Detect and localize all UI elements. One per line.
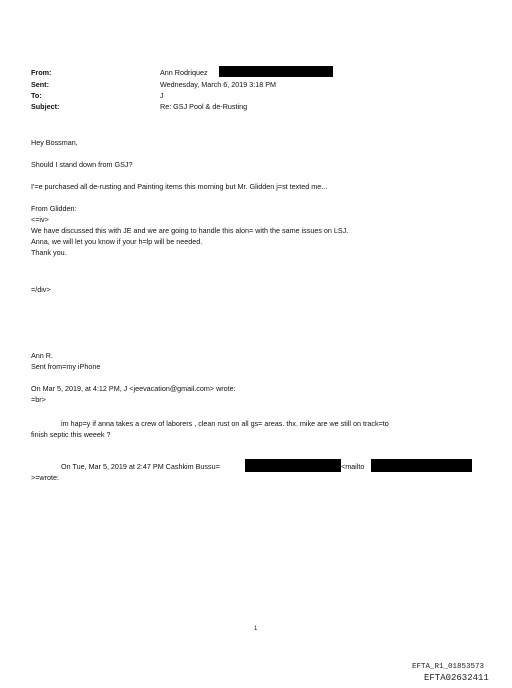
footer-id-1: EFTA_R1_01853573 — [412, 663, 485, 671]
sent-label: Sent: — [31, 80, 49, 89]
div-close-marker: =/div> — [31, 285, 51, 294]
glidden-line-3: Thank you. — [31, 248, 67, 257]
sent-value: Wednesday, March 6, 2019 3:18 PM — [160, 80, 276, 89]
quoted-header-1: On Mar 5, 2019, at 4:12 PM, J <jeevacation@gmail.com> wrote: — [31, 384, 236, 393]
div-open-marker: <=iv> — [31, 215, 49, 224]
body-line-2: I'=e purchased all de-rusting and Painting items this morning but Mr. Glidden j=st texted me... — [31, 182, 328, 191]
signature-name: Ann R. — [31, 351, 53, 360]
from-glidden: From Glidden: — [31, 204, 77, 213]
page-number: 1 — [254, 626, 258, 632]
from-email-redaction — [219, 66, 333, 77]
to-value: J — [160, 91, 164, 100]
br-marker: =br> — [31, 395, 46, 404]
glidden-line-2: Anna, we will let you know if your h=lp will be needed. — [31, 237, 203, 246]
greeting: Hey Bossman, — [31, 138, 78, 147]
from-label: From: — [31, 68, 52, 77]
subject-label: Subject: — [31, 102, 60, 111]
sender-name-redaction — [245, 459, 341, 472]
subject-value: Re: GSJ Pool & de-Rusting — [160, 102, 248, 111]
wrote-text: >=wrote: — [31, 473, 59, 482]
quoted-text-line-1: im hap=y if anna takes a crew of laborers , clean rust on all gs= areas. thx. mike are we still on track=to — [61, 419, 389, 428]
footer-id-2: EFTA02632411 — [424, 673, 489, 683]
to-label: To: — [31, 91, 42, 100]
mailto-address-redaction — [371, 459, 472, 472]
from-value: Ann Rodriquez — [160, 68, 208, 77]
quoted-header-2: On Tue, Mar 5, 2019 at 2:47 PM Cashkim Bussu= — [61, 462, 220, 471]
mailto-text: <mailto — [341, 462, 365, 471]
glidden-line-1: We have discussed this with JE and we are going to handle this alon= with the same issues on LSJ. — [31, 226, 349, 235]
signature-sent-from: Sent from=my iPhone — [31, 362, 101, 371]
quoted-text-line-2: finish septic this weeek ? — [31, 430, 111, 439]
body-line-1: Should I stand down from GSJ? — [31, 160, 133, 169]
